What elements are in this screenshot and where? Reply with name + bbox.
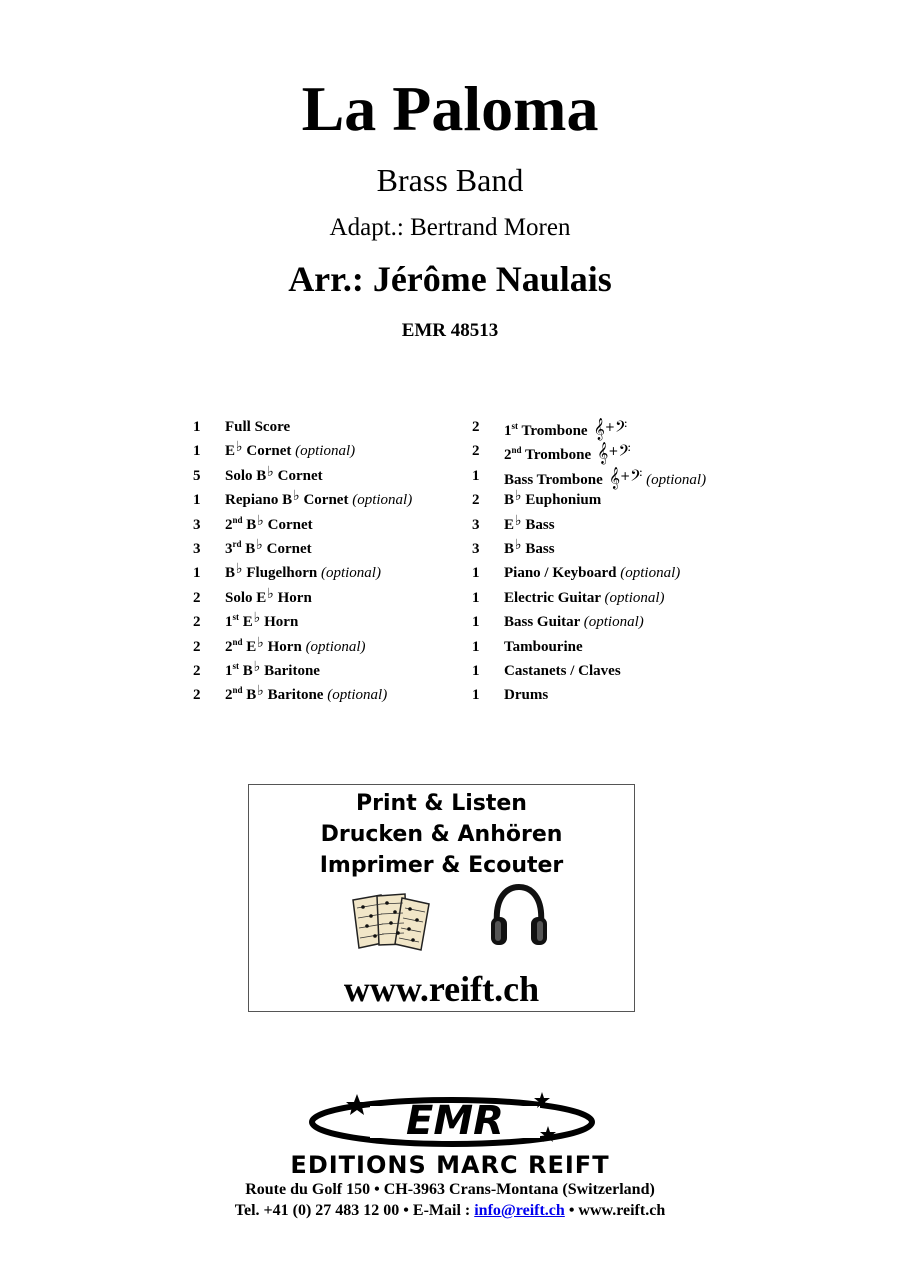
plus-sign: + (608, 444, 619, 459)
part-name-prefix: E (225, 443, 236, 460)
part-name-text: Bass (521, 516, 555, 533)
part-name-text: Drums (504, 687, 549, 704)
ordinal-suffix: rd (232, 538, 242, 549)
phone-text: Tel. +41 (0) 27 483 12 00 • E-Mail : (234, 1202, 475, 1219)
flat-sign-icon: ♭ (236, 440, 243, 456)
part-quantity: 1 (193, 492, 201, 509)
part-quantity: 2 (193, 614, 201, 631)
part-name-text: Bass (521, 540, 555, 557)
ordinal-number: 1 (504, 423, 512, 439)
part-name (504, 537, 555, 562)
part-name-prefix: E (242, 638, 257, 655)
optional-note: (optional) (646, 471, 707, 488)
part-name (225, 561, 381, 586)
part-name-prefix: B (239, 662, 253, 679)
optional-note: (optional) (620, 565, 681, 582)
part-quantity: 2 (472, 419, 480, 435)
part-name-prefix: Solo E (225, 589, 267, 606)
part-name-text: Piano / Keyboard (504, 565, 617, 582)
flat-sign-icon: ♭ (253, 659, 261, 675)
part-name (225, 683, 387, 708)
part-name-prefix: B (504, 492, 515, 509)
optional-note: (optional) (604, 589, 665, 606)
part-name-prefix: B (242, 687, 257, 704)
website-text: • www.reift.ch (564, 1202, 666, 1219)
part-name (504, 659, 621, 683)
ordinal-suffix: st (511, 421, 518, 431)
flat-sign-icon: ♭ (253, 611, 261, 627)
part-quantity: 1 (472, 662, 480, 679)
part-name (225, 439, 355, 464)
part-name (225, 635, 366, 660)
part-quantity: 1 (472, 687, 480, 704)
part-name-prefix: B (242, 516, 257, 533)
part-name (225, 488, 412, 513)
part-quantity: 5 (193, 467, 201, 484)
flat-sign-icon: ♭ (515, 489, 522, 505)
part-quantity: 3 (472, 516, 480, 533)
bass-clef-icon: 𝄢 (630, 466, 643, 489)
part-name-text: Cornet (262, 540, 312, 557)
promo-website[interactable]: www.reift.ch (343, 969, 540, 1009)
treble-clef-icon: 𝄞 (593, 418, 605, 440)
part-name-text: Euphonium (521, 492, 602, 509)
part-name-text: Bass Guitar (504, 614, 580, 631)
part-name (225, 464, 323, 489)
part-name-text: Electric Guitar (504, 589, 601, 606)
part-name-text: Tambourine (504, 638, 583, 655)
sheet-music-icon (347, 892, 439, 952)
svg-text:EMR: EMR (406, 1098, 504, 1144)
ordinal-suffix: nd (232, 514, 243, 525)
part-name-text: Flugelhorn (242, 565, 318, 582)
part-quantity: 2 (193, 687, 201, 704)
part-name (504, 635, 583, 659)
treble-clef-icon: 𝄞 (608, 466, 621, 489)
part-name-prefix: E (504, 516, 515, 533)
optional-note: (optional) (295, 443, 356, 460)
part-name-text: Cornet (299, 492, 349, 509)
flat-sign-icon: ♭ (267, 464, 274, 480)
part-name-text: Cornet (242, 443, 292, 460)
emr-logo (252, 1090, 652, 1150)
part-name-prefix: B (225, 565, 236, 582)
ordinal-number: 1 (225, 614, 233, 631)
flat-sign-icon: ♭ (257, 635, 264, 651)
part-quantity: 1 (193, 419, 201, 435)
ordinal-suffix: st (232, 612, 239, 623)
part-name-text: Baritone (260, 662, 320, 679)
part-name-prefix: E (239, 614, 253, 631)
page-title: La Paloma (301, 73, 599, 144)
flat-sign-icon: ♭ (256, 537, 263, 553)
part-name-text: Cornet (273, 467, 323, 484)
optional-note: (optional) (320, 565, 381, 582)
part-name-text: Horn (273, 589, 312, 606)
part-name-text: Full Score (225, 419, 291, 435)
part-name (504, 561, 680, 585)
plus-sign: + (620, 468, 631, 483)
ordinal-suffix: nd (232, 636, 243, 647)
part-name (504, 513, 555, 538)
optional-note: (optional) (327, 687, 388, 704)
ordinal-suffix: nd (511, 445, 522, 456)
part-name (225, 513, 313, 538)
flat-sign-icon: ♭ (236, 562, 243, 578)
part-name-prefix: B (241, 540, 256, 557)
flat-sign-icon: ♭ (267, 586, 274, 602)
ordinal-number: 1 (225, 662, 233, 679)
part-quantity: 2 (193, 638, 201, 655)
ordinal-number: 2 (225, 516, 233, 533)
part-name-prefix: Solo B (225, 467, 267, 484)
part-name-text: Horn (260, 614, 299, 631)
clefs-group (603, 467, 643, 489)
part-quantity: 2 (472, 492, 480, 509)
treble-clef-icon: 𝄞 (597, 442, 609, 465)
catalog-number: EMR 48513 (401, 320, 499, 341)
bass-clef-icon: 𝄢 (614, 418, 628, 440)
part-name-text: Cornet (263, 516, 313, 533)
flat-sign-icon: ♭ (515, 537, 522, 553)
optional-note: (optional) (352, 492, 413, 509)
flat-sign-icon: ♭ (257, 513, 264, 529)
promo-line-french: Imprimer & Ecouter (319, 853, 564, 878)
part-quantity: 2 (472, 443, 480, 460)
part-name-text: Bass Trombone (504, 471, 603, 488)
part-quantity: 1 (193, 443, 201, 460)
ordinal-suffix: st (232, 660, 239, 671)
ordinal-number: 2 (225, 638, 233, 655)
part-quantity: 1 (472, 614, 480, 631)
publisher-contact (0, 1200, 900, 1222)
part-quantity: 2 (193, 589, 201, 606)
promo-line-german: Drucken & Anhören (320, 822, 563, 847)
part-name-text: Trombone (518, 423, 588, 439)
plus-sign: + (604, 420, 615, 434)
part-name (225, 659, 320, 684)
part-quantity: 1 (472, 565, 480, 582)
part-quantity: 2 (193, 662, 201, 679)
part-name-text: Trombone (521, 447, 592, 464)
part-quantity: 3 (193, 540, 201, 557)
part-quantity: 1 (193, 565, 201, 582)
ordinal-number: 2 (504, 447, 512, 464)
adaptation-credit: Adapt.: Bertrand Moren (329, 214, 571, 241)
optional-note: (optional) (583, 614, 644, 631)
publisher-address: Route du Golf 150 • CH-3963 Crans-Montana (Switzerland) (245, 1181, 655, 1198)
promo-line-english: Print & Listen (356, 791, 527, 816)
clefs-group (591, 442, 631, 464)
part-name (225, 415, 290, 439)
flat-sign-icon: ♭ (515, 513, 522, 529)
part-name (504, 586, 665, 610)
part-name-prefix: Repiano B (225, 492, 293, 509)
ordinal-number: 2 (225, 687, 233, 704)
headphones-icon (489, 883, 549, 949)
publisher-name: EDITIONS MARC REIFT (290, 1151, 610, 1179)
email-link[interactable]: info@reift.ch (474, 1202, 565, 1219)
ordinal-number: 3 (225, 540, 233, 557)
part-quantity: 1 (472, 467, 480, 484)
part-name (504, 683, 548, 707)
clefs-group (588, 418, 628, 440)
part-quantity: 1 (472, 638, 480, 655)
part-name-text: Horn (263, 638, 302, 655)
flat-sign-icon: ♭ (257, 684, 264, 700)
flat-sign-icon: ♭ (293, 489, 300, 505)
print-listen-box (248, 784, 635, 1012)
bass-clef-icon: 𝄢 (618, 442, 631, 465)
part-name-text: Castanets / Claves (504, 662, 621, 679)
ordinal-suffix: nd (232, 685, 243, 696)
optional-note: (optional) (305, 638, 366, 655)
part-name-text: Baritone (263, 687, 324, 704)
part-name (225, 586, 312, 611)
part-quantity: 1 (472, 589, 480, 606)
arranger-credit: Arr.: Jérôme Naulais (288, 259, 612, 299)
part-name (504, 610, 644, 634)
ensemble-subtitle: Brass Band (376, 162, 524, 198)
part-quantity: 3 (472, 540, 480, 557)
part-name-prefix: B (504, 540, 515, 557)
part-quantity: 3 (193, 516, 201, 533)
